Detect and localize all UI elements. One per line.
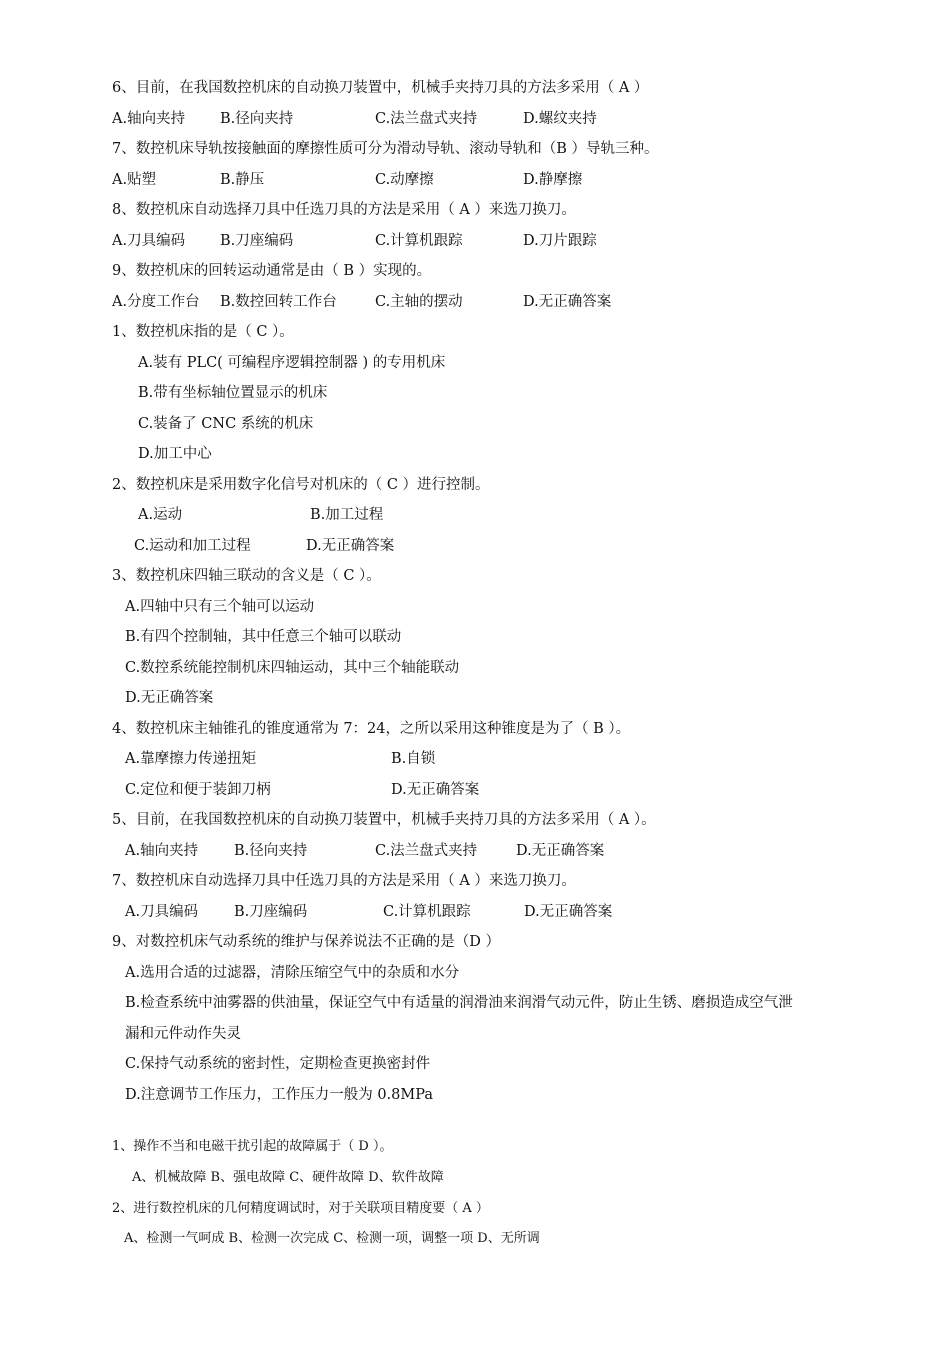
option: C.计算机跟踪	[383, 904, 471, 920]
option: D.无正确答案	[391, 782, 480, 798]
option: D.无正确答案	[523, 294, 612, 310]
option: D.无正确答案	[524, 904, 613, 920]
option: C.运动和加工过程	[134, 538, 251, 554]
option: C.动摩擦	[375, 172, 434, 188]
option: C.数控系统能控制机床四轴运动，其中三个轴能联动	[125, 660, 460, 676]
option: B.检查系统中油雾器的供油量，保证空气中有适量的润滑油来润滑气动元件，防止生锈、磨损造成空气泄	[125, 995, 793, 1011]
question-stem: 9、数控机床的回转运动通常是由（ B ）实现的。	[112, 263, 432, 279]
question-stem: 2、进行数控机床的几何精度调试时，对于关联项目精度要（ A ）	[112, 1201, 489, 1216]
option: B.数控回转工作台	[220, 294, 337, 310]
option: A.装有 PLC( 可编程序逻辑控制器 ) 的专用机床	[138, 355, 446, 371]
option: D.无正确答案	[306, 538, 395, 554]
option: B.刀座编码	[234, 904, 308, 920]
option: B.自锁	[391, 751, 436, 767]
option: B.带有坐标轴位置显示的机床	[138, 385, 328, 401]
option: A.运动	[138, 507, 183, 523]
option: D.无正确答案	[516, 843, 605, 859]
option-continuation: 漏和元件动作失灵	[125, 1026, 241, 1042]
option: D.刀片跟踪	[523, 233, 597, 249]
option: B.径向夹持	[234, 843, 308, 859]
option: A.轴向夹持	[125, 843, 199, 859]
option: C.保持气动系统的密封性，定期检查更换密封件	[125, 1056, 431, 1072]
option: B.加工过程	[310, 507, 384, 523]
option: D.注意调节工作压力，工作压力一般为 0.8MPa	[125, 1087, 433, 1103]
question-stem: 1、数控机床指的是（ C ）。	[112, 324, 294, 340]
option: A.选用合适的过滤器，清除压缩空气中的杂质和水分	[125, 965, 460, 981]
question-stem: 5、目前，在我国数控机床的自动换刀装置中，机械手夹持刀具的方法多采用（ A ）。	[112, 812, 656, 828]
question-stem: 7、数控机床自动选择刀具中任选刀具的方法是采用（ A ）来选刀换刀。	[112, 873, 576, 889]
option: C.定位和便于装卸刀柄	[125, 782, 271, 798]
question-stem: 1、操作不当和电磁干扰引起的故障属于（ D ）。	[112, 1139, 393, 1154]
option: A.轴向夹持	[112, 111, 186, 127]
option: B.径向夹持	[220, 111, 294, 127]
option: D.加工中心	[138, 446, 212, 462]
question-stem: 7、数控机床导轨按接触面的摩擦性质可分为滑动导轨、滚动导轨和（B ）导轨三种。	[112, 141, 659, 157]
option: B.刀座编码	[220, 233, 294, 249]
question-stem: 8、数控机床自动选择刀具中任选刀具的方法是采用（ A ）来选刀换刀。	[112, 202, 576, 218]
option: C.法兰盘式夹持	[375, 843, 478, 859]
option: C.装备了 CNC 系统的机床	[138, 416, 314, 432]
option: D.螺纹夹持	[523, 111, 597, 127]
option: A.四轴中只有三个轴可以运动	[125, 599, 315, 615]
question-stem: 9、对数控机床气动系统的维护与保养说法不正确的是（D ）	[112, 934, 500, 950]
question-stem: 6、目前，在我国数控机床的自动换刀装置中，机械手夹持刀具的方法多采用（ A ）	[112, 80, 649, 96]
option: C.法兰盘式夹持	[375, 111, 478, 127]
question-stem: 4、数控机床主轴锥孔的锥度通常为 7：24，之所以采用这种锥度是为了（ B ）。	[112, 721, 631, 737]
option: A.刀具编码	[125, 904, 199, 920]
question-stem: 2、数控机床是采用数字化信号对机床的（ C ）进行控制。	[112, 477, 490, 493]
option: A.分度工作台	[112, 294, 200, 310]
option: D.静摩擦	[523, 172, 583, 188]
option: B.有四个控制轴，其中任意三个轴可以联动	[125, 629, 402, 645]
option: B.静压	[220, 172, 265, 188]
question-stem: 3、数控机床四轴三联动的含义是（ C ）。	[112, 568, 381, 584]
option-row: A、机械故障 B、强电故障 C、硬件故障 D、软件故障	[132, 1170, 444, 1185]
option: A.贴塑	[112, 172, 157, 188]
option: C.主轴的摆动	[375, 294, 463, 310]
option: C.计算机跟踪	[375, 233, 463, 249]
option: D.无正确答案	[125, 690, 214, 706]
option-row: A、检测一气呵成 B、检测一次完成 C、检测一项，调整一项 D、无所调	[124, 1231, 540, 1246]
option: A.靠摩擦力传递扭矩	[125, 751, 257, 767]
option: A.刀具编码	[112, 233, 186, 249]
